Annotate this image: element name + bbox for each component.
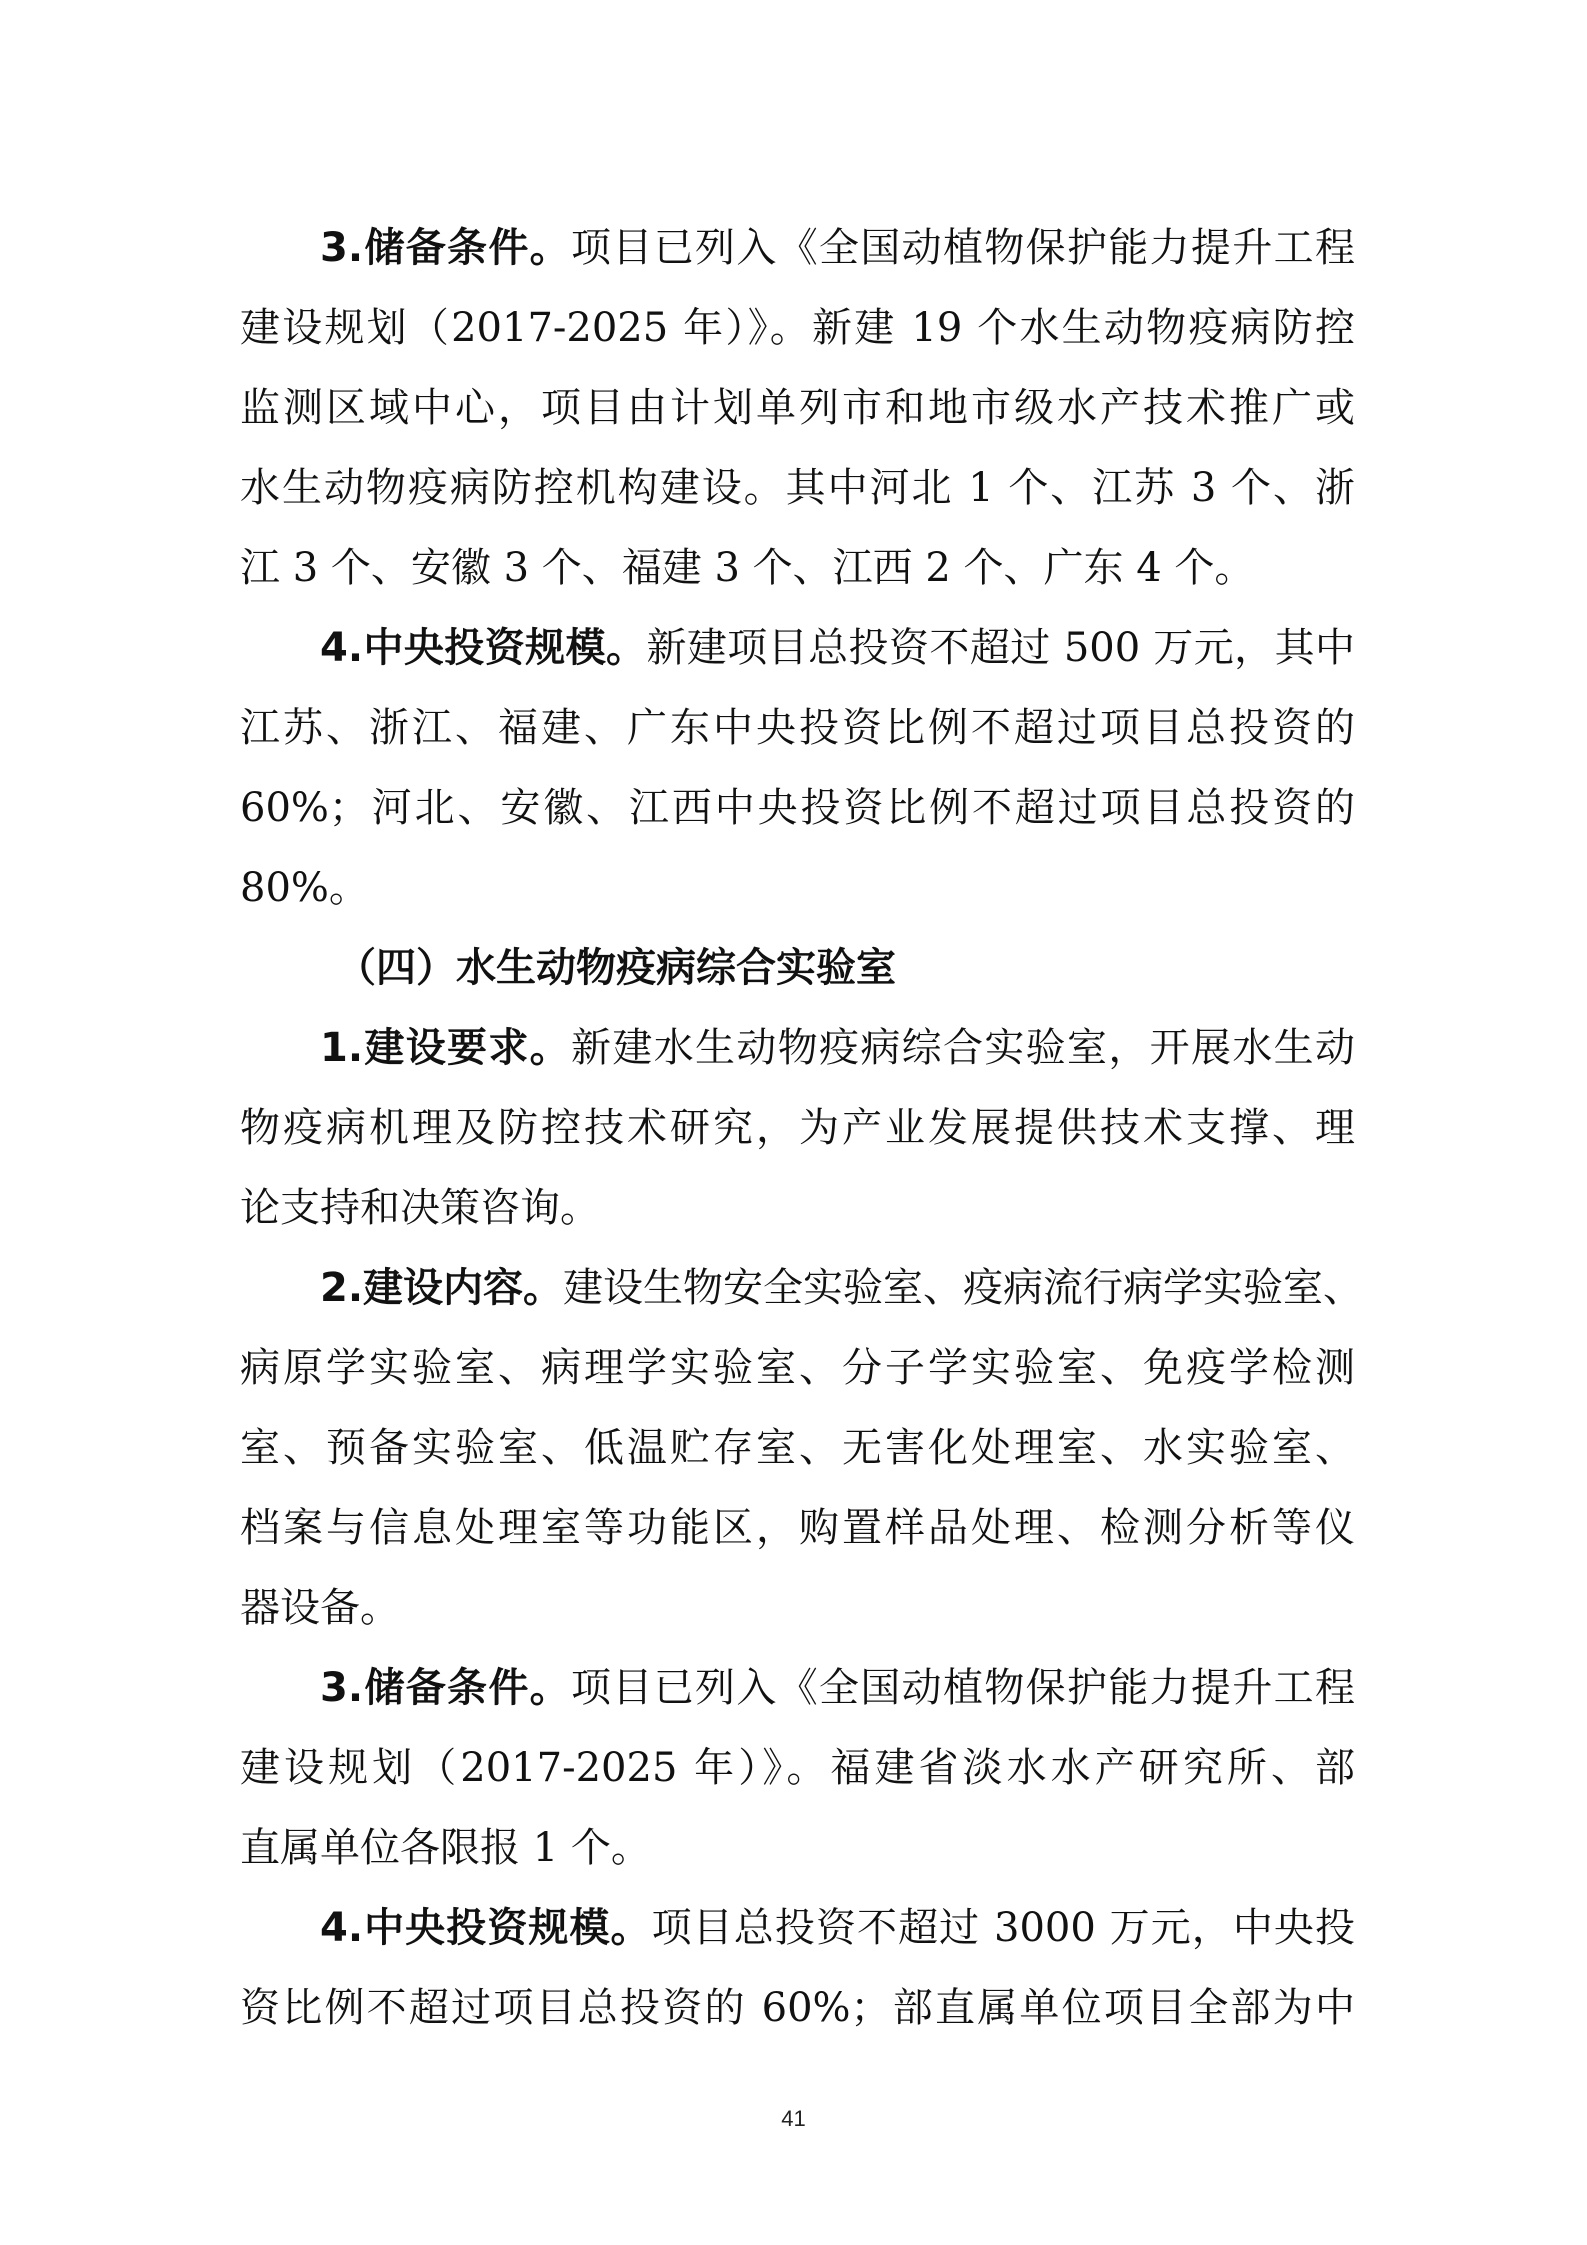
section-heading: （四）水生动物疫病综合实验室 [336, 945, 896, 991]
item-text: 项目已列入《全国动植物保护能力提升工程 [571, 225, 1356, 271]
paragraph-line: 资比例不超过项目总投资的 60%；部直属单位项目全部为中 [240, 1985, 1355, 2031]
paragraph-line: 水生动物疫病防控机构建设。其中河北 1 个、江苏 3 个、浙 [240, 465, 1355, 511]
paragraph-line [240, 208, 1355, 288]
paragraph-line [240, 608, 1355, 688]
item-text: 新建水生动物疫病综合实验室，开展水生动 [571, 1025, 1356, 1071]
page-number: 41 [781, 2106, 806, 2131]
paragraph-line: 档案与信息处理室等功能区，购置样品处理、检测分析等仪 [240, 1505, 1355, 1551]
paragraph-line: 室、预备实验室、低温贮存室、无害化处理室、水实验室、 [240, 1425, 1355, 1471]
paragraph-line [240, 1008, 1355, 1088]
paragraph-line [240, 1888, 1355, 1968]
paragraph-line: 建设规划（2017-2025 年）》。福建省淡水水产研究所、部 [240, 1745, 1355, 1791]
paragraph-line: 病原学实验室、病理学实验室、分子学实验室、免疫学检测 [240, 1345, 1355, 1391]
paragraph-line: 监测区域中心，项目由计划单列市和地市级水产技术推广或 [240, 385, 1355, 431]
paragraph-line [240, 1248, 1364, 1328]
paragraph-line: 器设备。 [240, 1585, 400, 1631]
paragraph-line: 60%；河北、安徽、江西中央投资比例不超过项目总投资的 [240, 785, 1355, 831]
item-text: 项目已列入《全国动植物保护能力提升工程 [571, 1665, 1356, 1711]
paragraph-line: 80%。 [240, 865, 369, 911]
item-heading: 4.中央投资规模。 [320, 1905, 652, 1951]
item-heading: 3.储备条件。 [320, 225, 572, 271]
paragraph-line: 江苏、浙江、福建、广东中央投资比例不超过项目总投资的 [240, 705, 1355, 751]
item-text: 建设生物安全实验室、疫病流行病学实验室、 [563, 1265, 1364, 1311]
paragraph-line: 物疫病机理及防控技术研究，为产业发展提供技术支撑、理 [240, 1105, 1355, 1151]
item-heading: 2.建设内容。 [320, 1265, 564, 1311]
paragraph-line: 直属单位各限报 1 个。 [240, 1825, 651, 1871]
paragraph-line: 论支持和决策咨询。 [240, 1185, 600, 1231]
item-heading: 4.中央投资规模。 [320, 625, 647, 671]
item-heading: 1.建设要求。 [320, 1025, 572, 1071]
paragraph-line: 江 3 个、安徽 3 个、福建 3 个、江西 2 个、广东 4 个。 [240, 545, 1255, 591]
item-text: 项目总投资不超过 3000 万元，中央投 [651, 1905, 1355, 1951]
item-text: 新建项目总投资不超过 500 万元，其中 [646, 625, 1356, 671]
document-body [240, 208, 1364, 2048]
paragraph-line: 建设规划（2017-2025 年）》。新建 19 个水生动物疫病防控 [240, 305, 1355, 351]
item-heading: 3.储备条件。 [320, 1665, 572, 1711]
paragraph-line [240, 1648, 1355, 1728]
